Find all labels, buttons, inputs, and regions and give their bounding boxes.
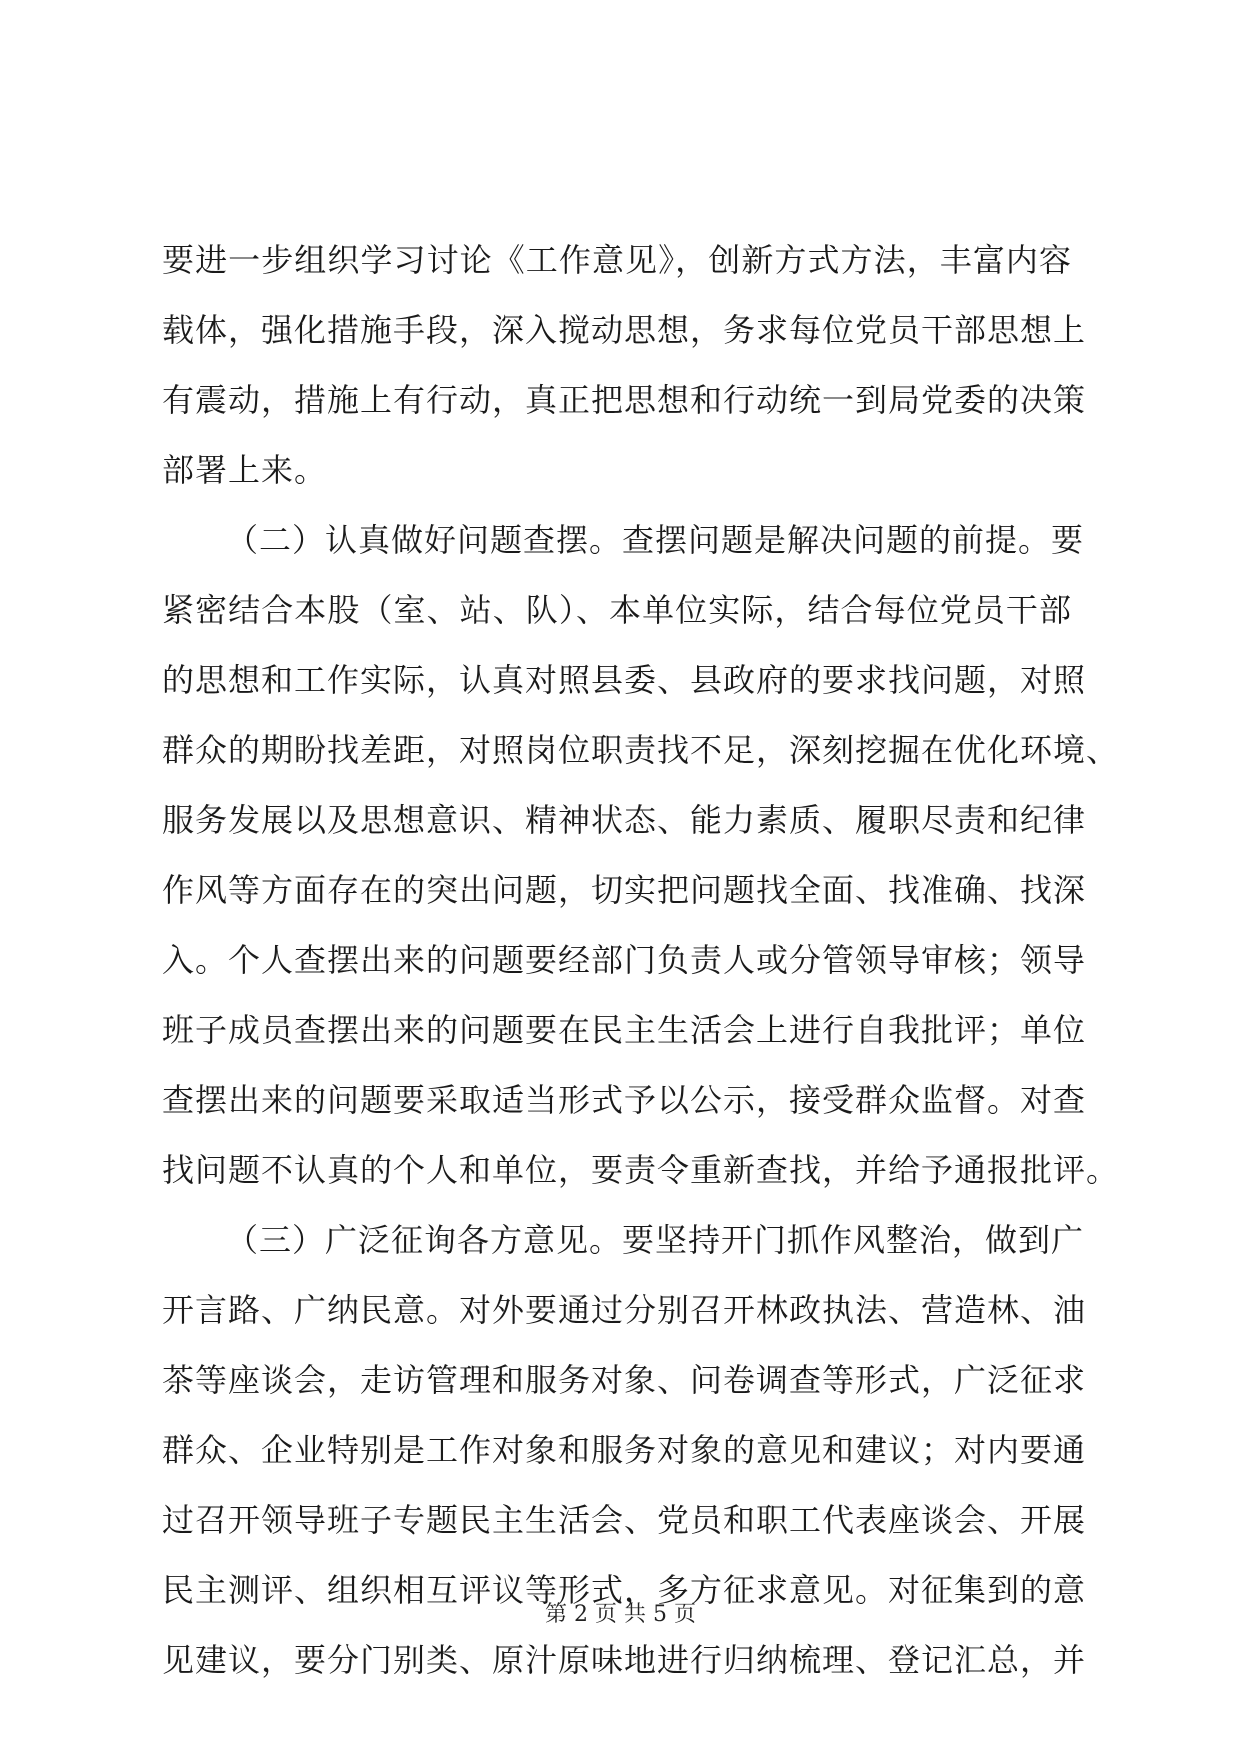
text-line: 见建议，要分门别类、原汁原味地进行归纳梳理、登记汇总，并: [162, 1641, 1087, 1679]
text-line: 开言路、广纳民意。对外要通过分别召开林政执法、营造林、油: [162, 1291, 1087, 1329]
text-line: 民主测评、组织相互评议等形式，多方征求意见。对征集到的意: [162, 1571, 1087, 1609]
text-line: 群众、企业特别是工作对象和服务对象的意见和建议；对内要通: [162, 1431, 1087, 1469]
section-heading-line: （三）广泛征询各方意见。要坚持开门抓作风整治，做到广: [226, 1221, 1085, 1259]
text-line: 过召开领导班子专题民主生活会、党员和职工代表座谈会、开展: [162, 1501, 1087, 1539]
text-line: 入。个人查摆出来的问题要经部门负责人或分管领导审核；领导: [162, 941, 1087, 979]
text-line: 的思想和工作实际，认真对照县委、县政府的要求找问题，对照: [162, 661, 1087, 699]
text-line: 有震动，措施上有行动，真正把思想和行动统一到局党委的决策: [162, 381, 1087, 419]
text-line: 要进一步组织学习讨论《工作意见》，创新方式方法，丰富内容: [162, 241, 1072, 279]
text-line: 服务发展以及思想意识、精神状态、能力素质、履职尽责和纪律: [162, 801, 1087, 839]
text-line: 查摆出来的问题要采取适当形式予以公示，接受群众监督。对查: [162, 1081, 1087, 1119]
document-body: [162, 225, 1120, 1695]
text-line: 班子成员查摆出来的问题要在民主生活会上进行自我批评；单位: [162, 1011, 1087, 1049]
text-line: 部署上来。: [162, 451, 328, 489]
section-heading-line: （二）认真做好问题查摆。查摆问题是解决问题的前提。要: [226, 521, 1085, 559]
page-number-footer: 第 2 页 共 5 页: [545, 1602, 696, 1627]
text-line: 找问题不认真的个人和单位，要责令重新查找，并给予通报批评。: [162, 1151, 1120, 1189]
text-line: 茶等座谈会，走访管理和服务对象、问卷调查等形式，广泛征求: [162, 1361, 1087, 1399]
text-line: 作风等方面存在的突出问题，切实把问题找全面、找准确、找深: [162, 871, 1087, 909]
text-line: 紧密结合本股（室、站、队）、本单位实际，结合每位党员干部: [162, 591, 1072, 629]
text-line: 载体，强化措施手段，深入搅动思想，务求每位党员干部思想上: [162, 311, 1087, 349]
text-line: 群众的期盼找差距，对照岗位职责找不足，深刻挖掘在优化环境、: [162, 731, 1120, 769]
